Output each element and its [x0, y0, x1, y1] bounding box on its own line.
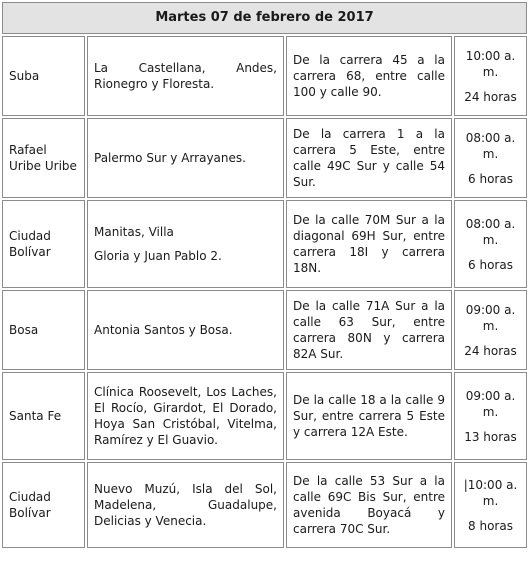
duration: 6 horas — [468, 257, 513, 272]
start-time: 09:00 a. — [465, 302, 516, 317]
duration: 13 horas — [464, 429, 517, 444]
neighborhoods-text: Clínica Roosevelt, Los Laches, El Rocío, Girardot, El Dorado, Hoya San Cristóbal, Vitelma, Ramírez y El Guavio. — [94, 385, 277, 447]
neighborhoods-cell — [87, 290, 284, 370]
start-time-suffix: m. — [482, 232, 499, 247]
start-time-suffix: m. — [482, 493, 499, 508]
duration: 24 horas — [464, 343, 517, 358]
table-row — [2, 200, 527, 288]
locality-cell: Rafael Uribe Uribe — [2, 118, 85, 198]
start-time-suffix: m. — [482, 64, 499, 79]
neighborhoods-text: Antonia Santos y Bosa. — [94, 323, 233, 337]
table-row — [2, 462, 527, 548]
neighborhoods-cell — [87, 462, 284, 548]
start-time-suffix: m. — [482, 146, 499, 161]
time-cell — [454, 118, 527, 198]
neighborhoods-text: Manitas, Villa — [94, 225, 174, 239]
duration: 24 horas — [464, 89, 517, 104]
duration: 6 horas — [468, 171, 513, 186]
area-cell: De la calle 70M Sur a la diagonal 69H Sur, entre carrera 18I y carrera 18N. — [286, 200, 452, 288]
area-cell: De la calle 18 a la calle 9 Sur, entre carrera 5 Este y carrera 12A Este. — [286, 372, 452, 460]
locality-cell: Suba — [2, 36, 85, 116]
start-time-suffix: m. — [482, 318, 499, 333]
area-cell: De la carrera 45 a la carrera 68, entre calle 100 y calle 90. — [286, 36, 452, 116]
time-cell — [454, 372, 527, 460]
start-time: 08:00 a. — [465, 216, 516, 231]
area-cell: De la carrera 1 a la carrera 5 Este, entre calle 49C Sur y calle 54 Sur. — [286, 118, 452, 198]
neighborhoods-text: Gloria y Juan Pablo 2. — [94, 249, 222, 263]
start-time: 08:00 a. — [465, 130, 516, 145]
start-time-suffix: m. — [482, 404, 499, 419]
time-cell — [454, 462, 527, 548]
neighborhoods-cell — [87, 118, 284, 198]
table-row — [2, 290, 527, 370]
table-title: Martes 07 de febrero de 2017 — [2, 2, 527, 34]
start-time: 10:00 a. — [465, 48, 516, 63]
table-row — [2, 118, 527, 198]
duration: 8 horas — [468, 518, 513, 533]
time-cell — [454, 200, 527, 288]
area-cell: De la calle 53 Sur a la calle 69C Bis Sur, entre avenida Boyacá y carrera 70C Sur. — [286, 462, 452, 548]
neighborhoods-text: Palermo Sur y Arrayanes. — [94, 151, 246, 165]
title-row — [2, 2, 527, 34]
locality-cell: Bosa — [2, 290, 85, 370]
neighborhoods-cell — [87, 36, 284, 116]
time-cell — [454, 36, 527, 116]
neighborhoods-text: Nuevo Muzú, Isla del Sol, Madelena, Guadalupe, Delicias y Venecia. — [94, 482, 277, 528]
locality-cell: Santa Fe — [2, 372, 85, 460]
start-time: |10:00 a. — [463, 477, 518, 492]
locality-cell: Ciudad Bolívar — [2, 200, 85, 288]
neighborhoods-text: La Castellana, Andes, Rionegro y Floresta. — [94, 61, 277, 91]
start-time: 09:00 a. — [465, 388, 516, 403]
locality-cell: Ciudad Bolívar — [2, 462, 85, 548]
table-row — [2, 36, 527, 116]
neighborhoods-cell — [87, 200, 284, 288]
neighborhoods-cell — [87, 372, 284, 460]
time-cell — [454, 290, 527, 370]
table-row — [2, 372, 527, 460]
area-cell: De la calle 71A Sur a la calle 63 Sur, entre carrera 80N y carrera 82A Sur. — [286, 290, 452, 370]
